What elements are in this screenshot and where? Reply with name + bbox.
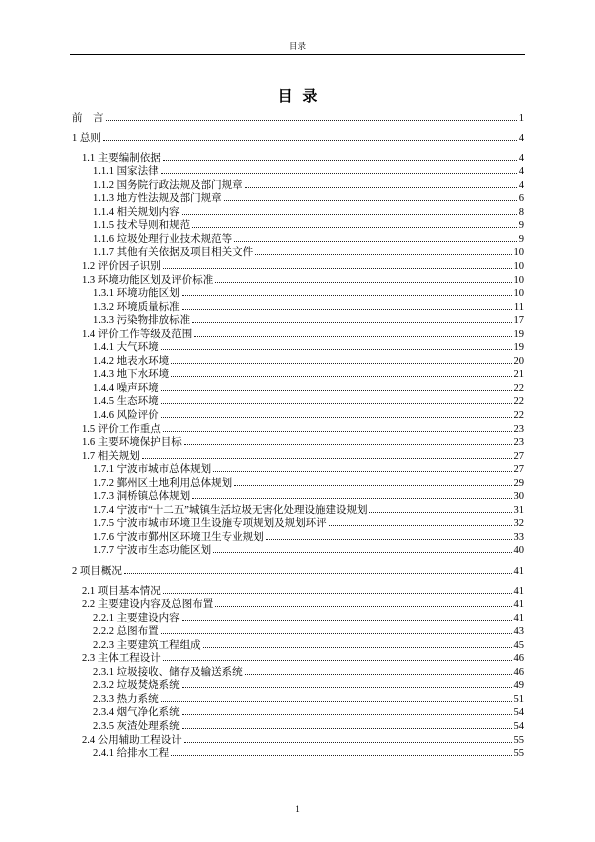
toc-entry-page-number: 4 xyxy=(518,166,524,178)
toc-entry-page-number: 46 xyxy=(513,653,524,665)
dot-leader xyxy=(215,282,511,283)
toc-entry xyxy=(72,490,524,504)
dot-leader xyxy=(184,444,512,445)
dot-leader xyxy=(161,403,512,404)
dot-leader xyxy=(163,431,512,432)
toc-entry-page-number: 19 xyxy=(513,328,524,340)
toc-entry xyxy=(72,287,524,301)
toc-entry xyxy=(72,450,524,464)
toc-entry-page-number: 4 xyxy=(518,152,524,164)
toc-entry xyxy=(72,382,524,396)
toc-entry-page-number: 55 xyxy=(513,748,524,760)
toc-entry-page-number: 33 xyxy=(513,531,524,543)
toc-entry-label: 1.1.3 地方性法规及部门规章 xyxy=(93,193,222,205)
toc-entry xyxy=(72,301,524,315)
dot-leader xyxy=(234,241,517,242)
dot-leader xyxy=(142,458,512,459)
toc-entry-page-number: 23 xyxy=(513,437,524,449)
toc-entry-label: 2 项目概况 xyxy=(72,565,122,577)
toc-entry xyxy=(72,192,524,206)
toc-entry xyxy=(72,260,524,274)
toc-entry xyxy=(72,395,524,409)
dot-leader xyxy=(182,309,512,310)
toc-entry-page-number: 19 xyxy=(513,342,524,354)
dot-leader xyxy=(184,742,512,743)
toc-entry-page-number: 1 xyxy=(518,112,524,124)
toc-entry-page-number: 21 xyxy=(513,369,524,381)
toc-entry-page-number: 27 xyxy=(513,464,524,476)
toc-entry-page-number: 9 xyxy=(518,220,524,232)
toc-entry-label: 1.1.6 垃圾处理行业技术规范等 xyxy=(93,233,233,245)
toc-entry-page-number: 27 xyxy=(513,450,524,462)
toc-entry-label: 1.1.5 技术导则和规范 xyxy=(93,220,191,232)
toc-entry xyxy=(72,625,524,639)
toc-entry-label: 2.1 项目基本情况 xyxy=(82,585,161,597)
dot-leader xyxy=(215,606,511,607)
dot-leader xyxy=(106,120,517,121)
toc-entry-page-number: 29 xyxy=(513,477,524,489)
dot-leader xyxy=(369,512,511,513)
toc-entry-page-number: 17 xyxy=(513,315,524,327)
toc-entry-label: 1.1.2 国务院行政法规及部门规章 xyxy=(93,179,243,191)
toc-entry-label: 2.3.2 垃圾焚烧系统 xyxy=(93,680,180,692)
toc-entry-page-number: 55 xyxy=(513,734,524,746)
toc-entry-page-number: 40 xyxy=(513,545,524,557)
toc-entry-label: 1.5 评价工作重点 xyxy=(82,423,161,435)
toc-entry xyxy=(72,112,524,126)
toc-entry-label: 2.2.1 主要建设内容 xyxy=(93,612,180,624)
toc-entry-page-number: 4 xyxy=(518,132,524,144)
dot-leader xyxy=(245,187,517,188)
toc-entry xyxy=(72,206,524,220)
toc-entry-label: 2.3 主体工程设计 xyxy=(82,653,161,665)
toc-entry xyxy=(72,531,524,545)
dot-leader xyxy=(182,214,517,215)
dot-leader xyxy=(171,755,511,756)
toc-entry-label: 1.7.6 宁波市鄞州区环境卫生专业规划 xyxy=(93,531,264,543)
toc-entry xyxy=(72,679,524,693)
toc-entry xyxy=(72,612,524,626)
dot-leader xyxy=(163,160,517,161)
dot-leader xyxy=(203,647,512,648)
toc-entry-label: 1.7 相关规划 xyxy=(82,450,140,462)
toc-entry-page-number: 9 xyxy=(518,233,524,245)
toc-entry-label: 1.3.2 环境质量标准 xyxy=(93,301,180,313)
toc-entry-page-number: 22 xyxy=(513,382,524,394)
toc-entry xyxy=(72,598,524,612)
dot-leader xyxy=(163,593,512,594)
dot-leader xyxy=(234,485,511,486)
toc-entry xyxy=(72,233,524,247)
dot-leader xyxy=(171,363,511,364)
toc-entry xyxy=(72,517,524,531)
running-header: 目录 xyxy=(288,41,306,51)
toc-entry-page-number: 22 xyxy=(513,409,524,421)
toc-entry-page-number: 10 xyxy=(513,247,524,259)
toc-entry-page-number: 4 xyxy=(518,179,524,191)
toc-entry-page-number: 41 xyxy=(513,585,524,597)
toc-entry-label: 1 总则 xyxy=(72,132,101,144)
dot-leader xyxy=(161,701,512,702)
toc-entry-page-number: 43 xyxy=(513,626,524,638)
toc-entry xyxy=(72,585,524,599)
toc-entry-page-number: 10 xyxy=(513,274,524,286)
toc-entry xyxy=(72,132,524,146)
toc-entry-page-number: 23 xyxy=(513,423,524,435)
toc-entry xyxy=(72,328,524,342)
toc-entry-label: 1.7.7 宁波市生态功能区划 xyxy=(93,545,212,557)
dot-leader xyxy=(161,633,512,634)
toc-entry-label: 1.1.1 国家法律 xyxy=(93,166,159,178)
toc-entry-page-number: 31 xyxy=(513,504,524,516)
toc-entry xyxy=(72,652,524,666)
toc-entry-page-number: 54 xyxy=(513,721,524,733)
toc-entry-page-number: 41 xyxy=(513,599,524,611)
toc-entry xyxy=(72,219,524,233)
toc-entry xyxy=(72,639,524,653)
toc-entry xyxy=(72,565,524,579)
toc-entry-label: 1.7.1 宁波市城市总体规划 xyxy=(93,464,212,476)
dot-leader xyxy=(266,539,512,540)
toc-entry xyxy=(72,152,524,166)
dot-leader xyxy=(245,674,512,675)
toc-title: 目 录 xyxy=(277,89,318,105)
toc-entry-label: 1.1 主要编制依据 xyxy=(82,152,161,164)
toc-entry xyxy=(72,165,524,179)
toc-entry-label: 1.4.3 地下水环境 xyxy=(93,369,170,381)
toc-entry xyxy=(72,409,524,423)
header-divider xyxy=(70,54,525,55)
toc-entry-page-number: 11 xyxy=(513,301,524,313)
toc-entry xyxy=(72,544,524,558)
dot-leader xyxy=(224,200,517,201)
toc-entry xyxy=(72,463,524,477)
toc-entry xyxy=(72,706,524,720)
toc-entry-page-number: 41 xyxy=(513,565,524,577)
toc-entry-page-number: 51 xyxy=(513,693,524,705)
toc-entry-label: 2.3.4 烟气净化系统 xyxy=(93,707,180,719)
dot-leader xyxy=(213,552,511,553)
toc-entry xyxy=(72,693,524,707)
toc-entry-label: 2.4 公用辅助工程设计 xyxy=(82,734,182,746)
toc-entry-label: 1.7.2 鄞州区土地利用总体规划 xyxy=(93,477,233,489)
toc-entry-page-number: 8 xyxy=(518,206,524,218)
toc-entry-label: 1.4.2 地表水环境 xyxy=(93,355,170,367)
dot-leader xyxy=(171,376,511,377)
toc-entry xyxy=(72,314,524,328)
toc-entry xyxy=(72,179,524,193)
dot-leader xyxy=(182,295,512,296)
toc-entry xyxy=(72,246,524,260)
dot-leader xyxy=(213,471,511,472)
toc-entry-label: 1.4.4 噪声环境 xyxy=(93,382,159,394)
toc-entry-page-number: 20 xyxy=(513,355,524,367)
toc-entry-label: 1.7.3 洞桥镇总体规划 xyxy=(93,491,191,503)
toc-entry-page-number: 32 xyxy=(513,518,524,530)
dot-leader xyxy=(182,687,512,688)
toc-entry xyxy=(72,504,524,518)
dot-leader xyxy=(124,573,512,574)
toc-entry-page-number: 41 xyxy=(513,612,524,624)
toc-entry-label: 2.3.5 灰渣处理系统 xyxy=(93,721,180,733)
toc-entry-label: 1.3.1 环境功能区划 xyxy=(93,288,180,300)
dot-leader xyxy=(161,173,517,174)
dot-leader xyxy=(192,227,517,228)
dot-leader xyxy=(163,660,512,661)
toc-entry-label: 2.2.2 总图布置 xyxy=(93,626,159,638)
toc-entry-label: 1.7.5 宁波市城市环境卫生设施专项规划及规划环评 xyxy=(93,518,327,530)
page-number: 1 xyxy=(295,804,300,814)
toc-entry-page-number: 6 xyxy=(518,193,524,205)
toc-entry-label: 1.2 评价因子识别 xyxy=(82,260,161,272)
toc-entry-label: 2.3.1 垃圾接收、储存及输送系统 xyxy=(93,666,243,678)
dot-leader xyxy=(163,268,512,269)
dot-leader xyxy=(161,349,512,350)
toc-entry-label: 1.3 环境功能区划及评价标准 xyxy=(82,274,214,286)
toc-entry-page-number: 10 xyxy=(513,288,524,300)
toc-entry xyxy=(72,274,524,288)
toc-entry-label: 1.7.4 宁波市“十二五”城镇生活垃圾无害化处理设施建设规划 xyxy=(93,504,368,516)
toc-entry-label: 2.3.3 热力系统 xyxy=(93,693,159,705)
toc-entry-page-number: 49 xyxy=(513,680,524,692)
toc-entry xyxy=(72,734,524,748)
dot-leader xyxy=(194,336,511,337)
toc-entry-page-number: 46 xyxy=(513,666,524,678)
toc-entry-page-number: 54 xyxy=(513,707,524,719)
toc-entry-label: 2.4.1 给排水工程 xyxy=(93,748,170,760)
toc-entry xyxy=(72,666,524,680)
toc-entry-label: 2.2 主要建设内容及总图布置 xyxy=(82,599,214,611)
toc-entry-label: 前 言 xyxy=(72,112,104,124)
toc-entry-label: 2.2.3 主要建筑工程组成 xyxy=(93,639,201,651)
dot-leader xyxy=(182,714,512,715)
toc-entry-page-number: 10 xyxy=(513,260,524,272)
dot-leader xyxy=(192,322,511,323)
toc-entry xyxy=(72,477,524,491)
toc-entry xyxy=(72,368,524,382)
toc-entry-label: 1.4.5 生态环境 xyxy=(93,396,159,408)
dot-leader xyxy=(192,498,511,499)
toc-entry-page-number: 30 xyxy=(513,491,524,503)
dot-leader xyxy=(182,620,512,621)
dot-leader xyxy=(255,254,511,255)
toc-entry-label: 1.1.7 其他有关依据及项目相关文件 xyxy=(93,247,254,259)
dot-leader xyxy=(103,140,517,141)
toc-entry-page-number: 45 xyxy=(513,639,524,651)
dot-leader xyxy=(329,525,512,526)
toc-entry xyxy=(72,720,524,734)
dot-leader xyxy=(161,390,512,391)
toc-entry xyxy=(72,747,524,761)
toc-entry-label: 1.4 评价工作等级及范围 xyxy=(82,328,193,340)
toc-entry-label: 1.4.6 风险评价 xyxy=(93,409,159,421)
toc-entry xyxy=(72,436,524,450)
dot-leader xyxy=(161,417,512,418)
toc-entry-label: 1.4.1 大气环境 xyxy=(93,342,159,354)
dot-leader xyxy=(182,728,512,729)
toc-entry xyxy=(72,341,524,355)
toc-entry xyxy=(72,423,524,437)
toc-entry-label: 1.1.4 相关规划内容 xyxy=(93,206,180,218)
toc-entry-label: 1.3.3 污染物排放标准 xyxy=(93,315,191,327)
toc-list xyxy=(72,105,524,761)
toc-entry-label: 1.6 主要环境保护目标 xyxy=(82,437,182,449)
toc-entry-page-number: 22 xyxy=(513,396,524,408)
toc-entry xyxy=(72,355,524,369)
